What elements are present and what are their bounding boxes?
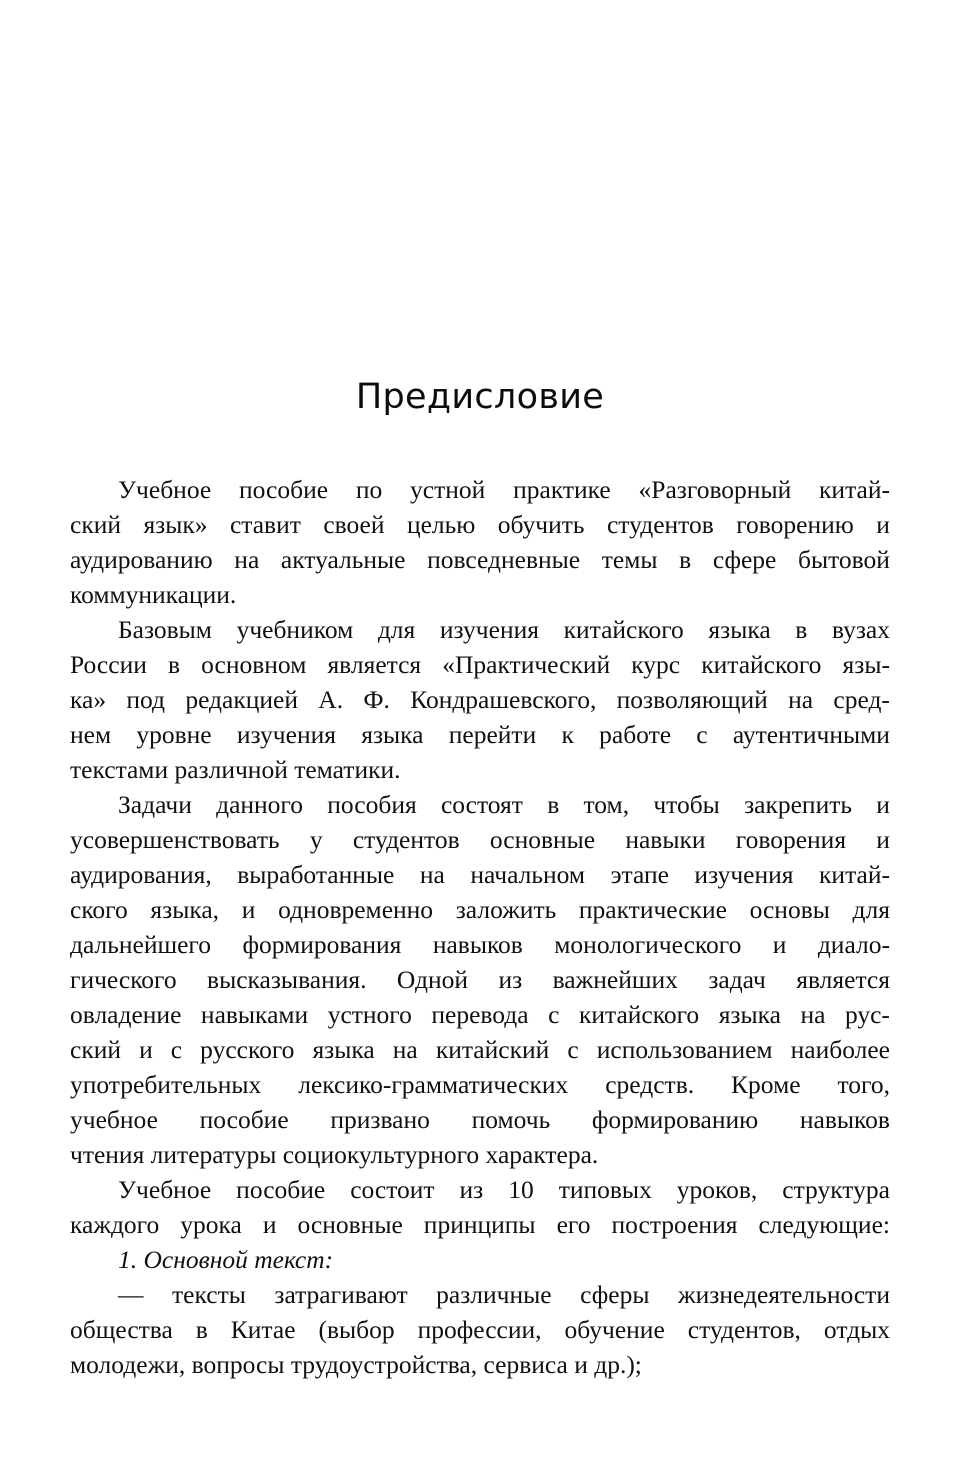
word: навыков	[799, 1105, 890, 1134]
word: и	[139, 1035, 153, 1064]
word: сфере	[712, 545, 777, 574]
word: в	[679, 545, 692, 574]
text-line: коммуникации.	[70, 580, 237, 609]
word: по	[355, 475, 383, 504]
text-line	[70, 472, 890, 507]
word: для	[377, 615, 416, 644]
word: пособие	[239, 475, 329, 504]
word: аудированию	[70, 545, 213, 574]
word: формирования	[242, 930, 402, 959]
word: «Разговорный	[638, 475, 792, 504]
word: и	[262, 1210, 277, 1239]
word: под	[126, 685, 166, 714]
word: устного	[327, 1000, 412, 1029]
word: практические	[578, 895, 727, 924]
word: повседневные	[427, 545, 581, 574]
text-line	[70, 927, 890, 962]
word: общества	[70, 1315, 173, 1344]
word: в	[195, 1315, 208, 1344]
word: тексты	[172, 1280, 246, 1309]
word: учебником	[236, 615, 354, 644]
word: китай-	[819, 475, 890, 504]
word: Ф.	[363, 685, 390, 714]
word: этапе	[610, 860, 669, 889]
word: позволяющий	[616, 685, 768, 714]
word: своей	[323, 510, 385, 539]
text-line	[70, 1312, 890, 1347]
word: вузах	[831, 615, 890, 644]
text-line	[70, 1067, 890, 1102]
word: его	[556, 1210, 591, 1239]
page-title: Предисловие	[355, 377, 605, 418]
word: языка	[312, 1035, 375, 1064]
word: различные	[436, 1280, 552, 1309]
word: навыки	[625, 825, 706, 854]
word: России	[70, 650, 147, 679]
word: закрепить	[744, 790, 852, 819]
word: на	[800, 1000, 826, 1029]
word: навыков	[432, 930, 523, 959]
word: состоит	[350, 1175, 435, 1204]
word: лексико-грамматических	[298, 1070, 569, 1099]
paragraph	[70, 1242, 890, 1277]
word: Задачи	[118, 790, 192, 819]
word: средств.	[605, 1070, 695, 1099]
word: в	[547, 790, 560, 819]
word: сферы	[580, 1280, 650, 1309]
word: данного	[216, 790, 304, 819]
word: на	[392, 1035, 418, 1064]
word: «Практический	[442, 650, 611, 679]
word: Китае	[230, 1315, 296, 1344]
word: из	[459, 1175, 484, 1204]
word: урока	[180, 1210, 242, 1239]
word: говорения	[735, 825, 847, 854]
word: уроков,	[676, 1175, 758, 1204]
word: наиболее	[790, 1035, 890, 1064]
word: профессии,	[417, 1315, 542, 1344]
word: китай-	[819, 860, 890, 889]
word: языка	[361, 720, 424, 749]
word: уровне	[136, 720, 212, 749]
word: китайский	[435, 1035, 550, 1064]
text-line	[70, 857, 890, 892]
word: язы-	[842, 650, 890, 679]
word: основные	[297, 1210, 403, 1239]
word: помочь	[471, 1105, 551, 1134]
paragraph	[70, 787, 890, 1172]
word: усовершенствовать	[70, 825, 280, 854]
word: структура	[782, 1175, 890, 1204]
word: с	[567, 1035, 579, 1064]
word: изучения	[694, 860, 794, 889]
text-line	[70, 1277, 890, 1312]
word: затрагивают	[274, 1280, 408, 1309]
word: целью	[406, 510, 476, 539]
word: состоят	[440, 790, 523, 819]
word: задач	[708, 965, 766, 994]
word: том,	[583, 790, 630, 819]
paragraph	[70, 472, 890, 612]
word: и	[876, 510, 890, 539]
word: навыками	[200, 1000, 309, 1029]
text-line	[70, 892, 890, 927]
word: типовых	[558, 1175, 652, 1204]
word: важнейших	[552, 965, 678, 994]
word: изучения	[236, 720, 336, 749]
word: пособие	[236, 1175, 326, 1204]
text-line: текстами различной тематики.	[70, 755, 401, 784]
word: рус-	[844, 1000, 890, 1029]
word: для	[852, 895, 890, 924]
word: основном	[201, 650, 307, 679]
word: перевода	[431, 1000, 529, 1029]
word: и	[772, 930, 787, 959]
paragraph	[70, 1172, 890, 1242]
word: студентов	[606, 510, 714, 539]
word: языка	[708, 615, 771, 644]
text-line	[70, 822, 890, 857]
text-line	[70, 962, 890, 997]
word: диало-	[817, 930, 890, 959]
word: использованием	[596, 1035, 773, 1064]
word: сред-	[833, 685, 890, 714]
word: актуальные	[280, 545, 406, 574]
text-line: молодежи, вопросы трудоустройства, сервиса и др.);	[70, 1350, 642, 1379]
word: (выбор	[318, 1315, 395, 1344]
word: чтобы	[653, 790, 720, 819]
word: Учебное	[118, 475, 212, 504]
body-text-block	[70, 472, 890, 1382]
word: обучить	[497, 510, 585, 539]
word: начальном	[470, 860, 586, 889]
word: Учебное	[118, 1175, 212, 1204]
text-line	[70, 612, 890, 647]
word: ский	[70, 510, 121, 539]
word: говорению	[736, 510, 854, 539]
text-line	[70, 787, 890, 822]
word: на	[234, 545, 260, 574]
word: китайского	[578, 1000, 700, 1029]
word: жизнедеятельности	[678, 1280, 890, 1309]
word: с	[696, 720, 708, 749]
word: основы	[749, 895, 830, 924]
word: является	[327, 650, 422, 679]
word: дальнейшего	[70, 930, 212, 959]
word: русского	[200, 1035, 295, 1064]
word: языка	[718, 1000, 781, 1029]
word: на	[419, 860, 445, 889]
word: принципы	[423, 1210, 536, 1239]
word: студентов	[352, 825, 460, 854]
word: формированию	[591, 1105, 759, 1134]
word: темы	[601, 545, 658, 574]
word: бытовой	[798, 545, 890, 574]
word: ский	[70, 1035, 121, 1064]
word: язык»	[143, 510, 208, 539]
word: редакцией	[185, 685, 298, 714]
word: пособия	[327, 790, 417, 819]
word: Базовым	[118, 615, 212, 644]
word: аутентичными	[732, 720, 890, 749]
word: курс	[631, 650, 681, 679]
word: заложить	[455, 895, 557, 924]
text-line	[70, 1172, 890, 1207]
word: —	[118, 1280, 144, 1309]
word: практике	[513, 475, 611, 504]
word: аудирования,	[70, 860, 212, 889]
word: в	[167, 650, 181, 679]
word: А.	[318, 685, 344, 714]
word: высказывания.	[207, 965, 367, 994]
word: к	[561, 720, 574, 749]
text-line	[70, 1102, 890, 1137]
text-line	[70, 542, 890, 577]
word: отдых	[823, 1315, 890, 1344]
word: из	[498, 965, 523, 994]
word: и	[241, 895, 256, 924]
word: и	[876, 825, 890, 854]
text-line	[70, 997, 890, 1032]
paragraph	[70, 1277, 890, 1382]
word: употребительных	[70, 1070, 262, 1099]
text-line: чтения литературы социокультурного характера.	[70, 1140, 599, 1169]
word: изучения	[439, 615, 539, 644]
word: Кондрашевского,	[410, 685, 597, 714]
word: с	[170, 1035, 183, 1064]
text-line	[70, 1207, 890, 1242]
word: 10	[508, 1175, 534, 1204]
paragraph	[70, 612, 890, 787]
word: китайского	[563, 615, 684, 644]
word: обучение	[564, 1315, 665, 1344]
text-line	[70, 647, 890, 682]
word: ка»	[70, 685, 107, 714]
word: учебное	[70, 1105, 158, 1134]
word: того,	[837, 1070, 890, 1099]
word: следующие:	[758, 1210, 890, 1239]
word: основные	[489, 825, 596, 854]
word: перейти	[448, 720, 537, 749]
word: устной	[410, 475, 486, 504]
word: на	[788, 685, 814, 714]
word: каждого	[70, 1210, 160, 1239]
word: одновременно	[278, 895, 434, 924]
word: Кроме	[731, 1070, 801, 1099]
word: монологического	[554, 930, 742, 959]
word: и	[876, 790, 890, 819]
word: китайского	[701, 650, 822, 679]
text-line: 1. Основной текст:	[118, 1245, 334, 1274]
word: является	[796, 965, 890, 994]
word: с	[548, 1000, 560, 1029]
word: пособие	[199, 1105, 289, 1134]
word: в	[795, 615, 808, 644]
word: у	[309, 825, 323, 854]
text-line	[70, 507, 890, 542]
word: языка,	[150, 895, 220, 924]
text-line	[70, 717, 890, 752]
word: гического	[70, 965, 177, 994]
text-line	[70, 682, 890, 717]
word: студентов,	[687, 1315, 801, 1344]
word: ставит	[229, 510, 301, 539]
word: ского	[70, 895, 128, 924]
word: Одной	[396, 965, 469, 994]
word: выработанные	[237, 860, 395, 889]
word: построения	[611, 1210, 738, 1239]
word: работе	[599, 720, 672, 749]
word: призвано	[330, 1105, 430, 1134]
word: нем	[70, 720, 112, 749]
text-line	[70, 1032, 890, 1067]
word: овладение	[70, 1000, 182, 1029]
